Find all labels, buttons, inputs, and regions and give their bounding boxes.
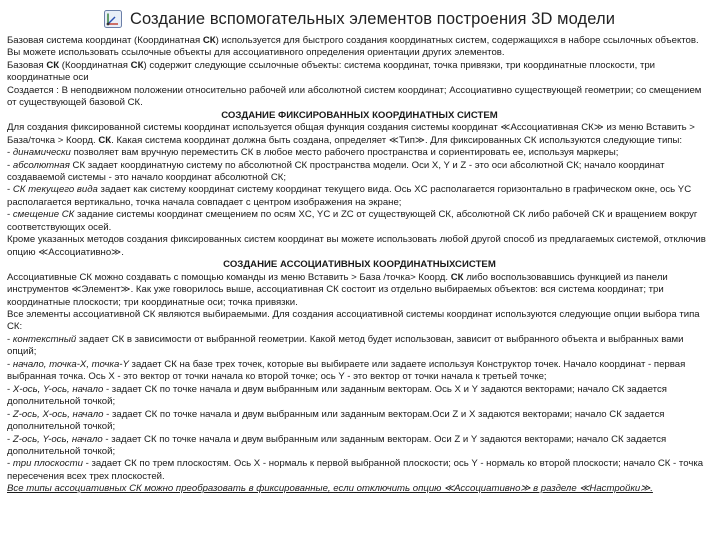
paragraph-base-cs-objects: Базовая СК (Координатная СК) содержит следующие ссылочные объекты: система координат, точка привязки, три координатные плоскости, три координатные оси	[7, 59, 656, 84]
list-item: - динамически позволяет вам вручную переместить СК в любое место рабочего пространства и сориентировать ее, используя маркеры;	[7, 147, 619, 159]
paragraph-fixed-intro: Для создания фиксированной системы координат используется общая функция создания системы координат ≪Ассоциативная СК≫ из меню Вставить > База/точка > Коорд. СК. Какая система координат должна быть создана, определяет ≪Тип≫. Для фиксированных СК используются следующие типы:	[7, 122, 695, 146]
paragraph-created: Создается : В неподвижном положении относительно рабочей или абсолютной систем координат; Ассоциативно существующей геометрии; со смещением от существующей базовой СК.	[7, 84, 702, 109]
paragraph-other-methods: Кроме указанных методов создания фиксированных систем координат вы можете использовать любой другой способ из предлагаемых системой, отключив опцию ≪Ассоциативно≫.	[7, 234, 706, 258]
page-title: Создание вспомогательных элементов построения 3D модели	[129, 9, 616, 28]
heading-associative: СОЗДАНИЕ АССОЦИАТИВНЫХ КООРДИНАТНЫХСИСТЕМ	[223, 259, 496, 271]
paragraph-assoc-options: Все элементы ассоциативной СК являются выбираемыми. Для создания ассоциативной системы координат используются следующие опции выбора типа СК:	[7, 308, 700, 333]
document-body	[7, 35, 712, 496]
title-row	[7, 6, 712, 32]
coordinate-system-icon	[104, 10, 122, 28]
list-item: - Z-ось, Y-ось, начало - задает СК по точке начала и двум выбранным или заданным векторам. Оси Z и Y задаются векторами; начало СК задается дополнительной точкой;	[7, 433, 667, 457]
list-item: - X-ось, Y-ось, начало - задает СК по точке начала и двум выбранным или заданным векторам. Ось X и Y задаются векторами; начало СК задается дополнительной точкой;	[7, 383, 667, 408]
list-item: - СК текущего вида задает как систему координат систему координат текущего вида. Ось XC располагается горизонтально в графическом окне, ось YC располагается вертикально, точка начала совпадает с центром изображения на экране;	[7, 184, 692, 208]
paragraph-convert-note: Все типы ассоциативных СК можно преобразовать в фиксированные, если отключить опцию ≪Ассоциативно≫ в разделе ≪Настройки≫.	[7, 483, 653, 495]
list-item: - смещение СК задание системы координат смещением по осям XC, YC и ZC от существующей СК, абсолютной СК либо рабочей СК и вращением вокруг соответствующих осей.	[7, 209, 698, 233]
list-item: - три плоскости - задает СК по трем плоскостям. Ось X - нормаль к первой выбранной плоскости; ось Y - нормаль ко второй плоскости; начало СК - точка пересечения всех трех плоскостей.	[7, 458, 704, 482]
list-item: - абсолютная СК задает координатную систему по абсолютной СК пространства модели. Оси X, Y и Z - это оси абсолютной СК; начало координат создаваемой системы - это начало координат абсолютной СК;	[7, 159, 665, 183]
list-item: - Z-ось, X-ось, начало - задает СК по точке начала и двум выбранным или заданным векторам.Оси Z и X задаются векторами; начало СК задается дополнительной точкой;	[7, 408, 665, 433]
heading-fixed: СОЗДАНИЕ ФИКСИРОВАННЫХ КООРДИНАТНЫХ СИСТЕМ	[221, 109, 498, 121]
list-item: - начало, точка-X, точка-Y задает СК на базе трех точек, которые вы выбираете или задаете используя Конструктор точек. Начало координат - первая выбранная точка. Ось X - это вектор от точки начала ко второй точке; ось Y - это вектор от точки начала к третьей точке;	[7, 358, 686, 383]
paragraph-base-cs: Базовая система координат (Координатная СК) используется для быстрого создания координатных систем, содержащихся в наборе ссылочных объектов. Вы можете использовать ссылочные объекты для ассоциативного определения ориентации других элементов.	[7, 35, 699, 59]
paragraph-assoc-intro: Ассоциативные СК можно создавать с помощью команды из меню Вставить > База /точка> Коорд. СК либо воспользовавшись функцией из панели инструментов ≪Элемент≫. Как уже говорилось выше, ассоциативная СК состоит из отдельно выбираемых объектов: вся система координат; три координатные плоскости; три координатные оси; точка привязки.	[7, 271, 668, 308]
list-item: - контекстный задает СК в зависимости от выбранной геометрии. Какой метод будет использован, зависит от выбранного объекта и выбранных вами опций;	[7, 333, 684, 358]
